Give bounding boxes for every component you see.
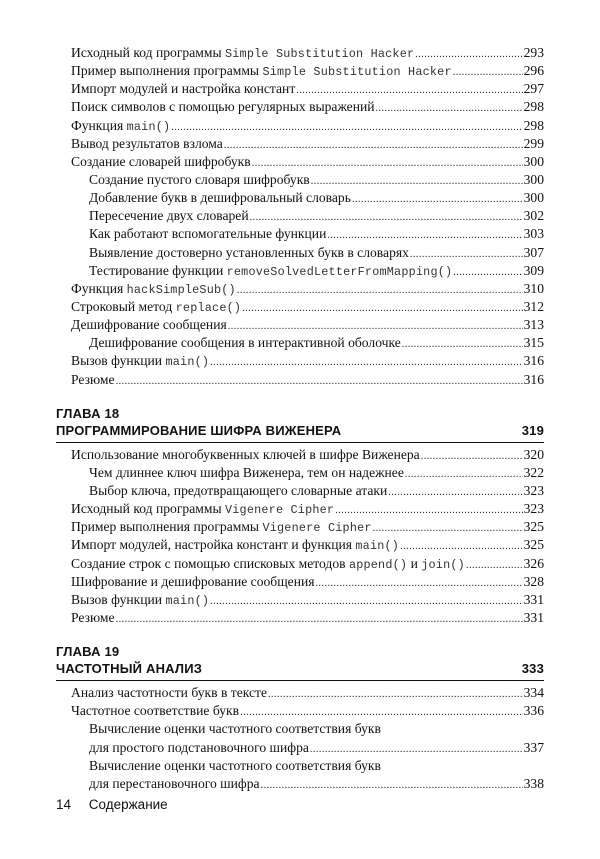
toc-entry-title (89, 207, 249, 225)
toc-entry-page: 325 (523, 519, 544, 535)
toc-entry-text: Тестирование функции (89, 262, 227, 278)
code-fragment: removeSolvedLetterFromMapping() (226, 264, 453, 279)
toc-entry-text: Создание пустого словаря шифробукв (89, 171, 310, 187)
toc-entry-page: 316 (523, 371, 544, 387)
toc-entry-title (89, 482, 387, 500)
table-of-contents (56, 44, 544, 793)
toc-entry-page: 325 (523, 537, 544, 553)
dot-leader (388, 484, 522, 502)
toc-entry[interactable] (56, 573, 544, 591)
toc-entry-title (89, 262, 452, 281)
toc-entry-text: Исходный код программы (71, 501, 225, 517)
toc-entry-text: Создание словарей шифробукв (71, 153, 251, 169)
toc-entry[interactable] (56, 135, 544, 153)
toc-entry-title (89, 739, 309, 757)
toc-entry-title (89, 464, 404, 482)
footer-page-number: 14 (56, 797, 72, 812)
dot-leader (405, 466, 523, 484)
chapter-title-line (56, 422, 544, 443)
toc-entry-title (71, 609, 115, 627)
toc-entry-text: Функция (71, 280, 127, 296)
toc-entry-page: 331 (523, 591, 544, 607)
toc-entry[interactable] (56, 500, 544, 518)
toc-entry-page: 300 (523, 171, 544, 187)
toc-entry-title (71, 352, 209, 371)
chapter-heading (56, 643, 544, 681)
toc-entry-title (71, 371, 115, 389)
toc-entry-page: 323 (523, 482, 544, 498)
code-fragment: main() (165, 593, 210, 608)
toc-entry-title (71, 117, 170, 136)
toc-entry-page: 307 (523, 244, 544, 260)
chapter-title: ПРОГРАММИРОВАНИЕ ШИФРА ВИЖЕНЕРА (56, 422, 342, 438)
chapter-title: ЧАСТОТНЫЙ АНАЛИЗ (56, 661, 203, 677)
toc-entry-title (71, 62, 452, 81)
toc-entry-title (71, 702, 239, 720)
toc-entry-page: 331 (523, 609, 544, 625)
toc-entry-page: 298 (523, 99, 544, 115)
toc-entry-page: 300 (523, 153, 544, 169)
toc-entry-text: Добавление букв в дешифровальный словарь (89, 190, 351, 206)
toc-entry-page: 315 (523, 335, 544, 351)
toc-entry-title (71, 98, 375, 116)
toc-entry[interactable] (56, 446, 544, 464)
toc-entry-title (71, 446, 420, 464)
toc-entry[interactable] (56, 262, 544, 280)
toc-entry-title (89, 244, 409, 262)
toc-entry-text: Анализ частотности букв в тексте (71, 685, 268, 701)
toc-entry-page: 309 (523, 262, 544, 278)
toc-entry-title (71, 280, 236, 299)
chapter-number: ГЛАВА 19 (56, 644, 120, 660)
toc-entry-page: 337 (523, 739, 544, 755)
toc-entry-text: Вызов функции (71, 353, 166, 369)
chapter-page: 333 (521, 661, 544, 677)
toc-entry[interactable] (56, 482, 544, 500)
toc-entry-text: Создание строк с помощью списковых методов (71, 555, 349, 571)
toc-entry-text: для простого подстановочного шифра (89, 739, 309, 755)
toc-entry-page: 298 (523, 117, 544, 133)
toc-entry-title (71, 536, 399, 555)
toc-entry-page: 303 (523, 226, 544, 242)
toc-entry[interactable] (56, 207, 544, 225)
toc-entry-title (71, 298, 241, 317)
toc-entry[interactable] (56, 316, 544, 334)
toc-entry-page: 328 (523, 573, 544, 589)
toc-entry-title (89, 225, 326, 243)
toc-entry-text: Строковый метод (71, 298, 176, 314)
dot-leader (466, 557, 523, 575)
toc-entry[interactable] (56, 98, 544, 116)
dot-leader (316, 575, 523, 593)
toc-entry[interactable] (56, 371, 544, 389)
toc-entry-title (71, 591, 209, 610)
toc-entry-title (71, 44, 414, 63)
dot-leader (352, 191, 523, 209)
toc-entry-text: и (407, 555, 422, 571)
toc-entry[interactable] (56, 153, 544, 171)
toc-entry-page: 323 (523, 501, 544, 517)
toc-entry[interactable] (56, 591, 544, 609)
toc-entry-text: Функция (71, 117, 127, 133)
dot-leader (171, 119, 522, 137)
toc-entry-page: 300 (523, 190, 544, 206)
toc-entry-page: 302 (523, 208, 544, 224)
chapter-title-line (56, 660, 544, 681)
dot-leader (376, 100, 523, 118)
dot-leader (402, 336, 523, 354)
toc-entry-text: Шифрование и дешифрование сообщения (71, 573, 315, 589)
toc-entry-text: Пример выполнения программы (71, 519, 263, 535)
toc-entry-text: Выявление достоверно установленных букв в словарях (89, 244, 409, 260)
toc-entry-page: 310 (523, 280, 544, 296)
toc-entry-title (89, 775, 260, 793)
toc-entry[interactable] (56, 334, 544, 352)
code-fragment: Simple Substitution Hacker (262, 65, 452, 80)
toc-entry[interactable] (56, 298, 544, 316)
toc-entry-page: 322 (523, 464, 544, 480)
toc-entry[interactable] (56, 536, 544, 554)
toc-entry-text: для перестановочного шифра (89, 775, 260, 791)
toc-entry[interactable] (56, 775, 544, 793)
toc-entry-page: 299 (523, 135, 544, 151)
toc-entry-page: 334 (523, 685, 544, 701)
toc-entry[interactable] (56, 739, 544, 757)
toc-entry[interactable] (56, 44, 544, 62)
code-fragment: join() (421, 557, 465, 572)
toc-entry-page: 297 (523, 81, 544, 97)
toc-entry-text: Чем длиннее ключ шифра Виженера, тем он надежнее (89, 464, 404, 480)
code-fragment: main() (126, 119, 171, 134)
toc-entry-first-line (56, 757, 544, 775)
toc-entry-page: 296 (523, 63, 544, 79)
toc-entry-text: Пересечение двух словарей (89, 208, 249, 224)
toc-entry-page: 313 (523, 317, 544, 333)
toc-entry-title (89, 189, 351, 207)
toc-entry[interactable] (56, 684, 544, 702)
toc-entry-text: Частотное соответствие букв (71, 703, 240, 719)
toc-entry-title (89, 171, 310, 189)
toc-entry-title (89, 334, 401, 352)
toc-entry[interactable] (56, 352, 544, 370)
page-footer (56, 797, 168, 812)
toc-entry[interactable] (56, 280, 544, 298)
toc-entry-text: Поиск символов с помощью регулярных выражений (71, 99, 375, 115)
toc-entry[interactable] (56, 80, 544, 98)
toc-entry[interactable] (56, 555, 544, 573)
toc-entry-text: Исходный код программы (71, 45, 225, 60)
chapter-page: 319 (521, 422, 544, 438)
toc-entry-text: Вызов функции (71, 591, 166, 607)
dot-leader (453, 264, 522, 282)
toc-entry[interactable] (56, 609, 544, 627)
chapter-number: ГЛАВА 18 (56, 405, 120, 421)
toc-entry-text: Импорт модулей и настройка констант (71, 81, 296, 97)
toc-entry-text: Вычисление оценки частотного соответствия букв (89, 757, 381, 773)
toc-entry-title (71, 316, 227, 334)
toc-entry-page: 336 (523, 703, 544, 719)
toc-entry[interactable] (56, 62, 544, 80)
code-fragment: hackSimpleSub() (126, 282, 236, 297)
toc-entry[interactable] (56, 702, 544, 720)
dot-leader (210, 354, 522, 372)
toc-entry-text: Резюме (71, 371, 115, 387)
toc-entry-title (71, 518, 372, 537)
code-fragment: append() (348, 557, 408, 572)
toc-entry-title (71, 135, 223, 153)
dot-leader (242, 300, 522, 318)
toc-entry[interactable] (56, 464, 544, 482)
toc-entry[interactable] (56, 117, 544, 135)
toc-entry-first-line (56, 720, 544, 738)
toc-entry-page: 338 (523, 775, 544, 791)
toc-entry-text: Импорт модулей, настройка констант и функция (71, 537, 356, 553)
toc-entry-text: Вывод результатов взлома (71, 135, 223, 151)
toc-entry-text: Резюме (71, 609, 115, 625)
toc-entry-title (71, 555, 465, 574)
toc-entry-text: Дешифрование сообщения (71, 317, 227, 333)
dot-leader (261, 777, 523, 795)
toc-entry-text: Выбор ключа, предотвращающего словарные атаки (89, 482, 388, 498)
toc-entry-title (71, 684, 267, 702)
code-fragment: Vigenere Cipher (225, 503, 335, 518)
chapter-heading (56, 405, 544, 443)
toc-entry[interactable] (56, 225, 544, 243)
toc-entry-page: 312 (523, 298, 544, 314)
toc-entry-page: 326 (523, 555, 544, 571)
toc-entry-text: Вычисление оценки частотного соответствия букв (89, 721, 381, 737)
toc-entry-title (71, 500, 334, 519)
code-fragment: main() (355, 539, 400, 554)
toc-entry-title (71, 573, 315, 591)
toc-entry-text: Дешифрование сообщения в интерактивной оболочке (89, 335, 401, 351)
dot-leader (237, 282, 523, 300)
code-fragment: main() (165, 355, 210, 370)
footer-label: Содержание (88, 797, 168, 812)
toc-entry-title (71, 80, 295, 98)
toc-entry-title (71, 153, 251, 171)
toc-entry[interactable] (56, 518, 544, 536)
dot-leader (116, 373, 523, 391)
toc-entry[interactable] (56, 171, 544, 189)
dot-leader (224, 137, 523, 155)
toc-entry-page: 316 (523, 353, 544, 369)
toc-entry-text: Использование многобуквенных ключей в шифре Виженера (71, 446, 420, 462)
dot-leader (453, 64, 523, 82)
dot-leader (421, 448, 523, 466)
dot-leader (210, 593, 522, 611)
toc-entry[interactable] (56, 189, 544, 207)
toc-entry-text: Как работают вспомогательные функции (89, 226, 327, 242)
code-fragment: Simple Substitution Hacker (225, 47, 415, 61)
code-fragment: replace() (175, 300, 242, 315)
dot-leader (268, 686, 523, 704)
code-fragment: Vigenere Cipher (262, 521, 372, 536)
toc-entry-page: 320 (523, 446, 544, 462)
toc-entry[interactable] (56, 244, 544, 262)
toc-entry-page: 293 (523, 45, 544, 60)
dot-leader (116, 611, 523, 629)
toc-entry-text: Пример выполнения программы (71, 63, 263, 79)
